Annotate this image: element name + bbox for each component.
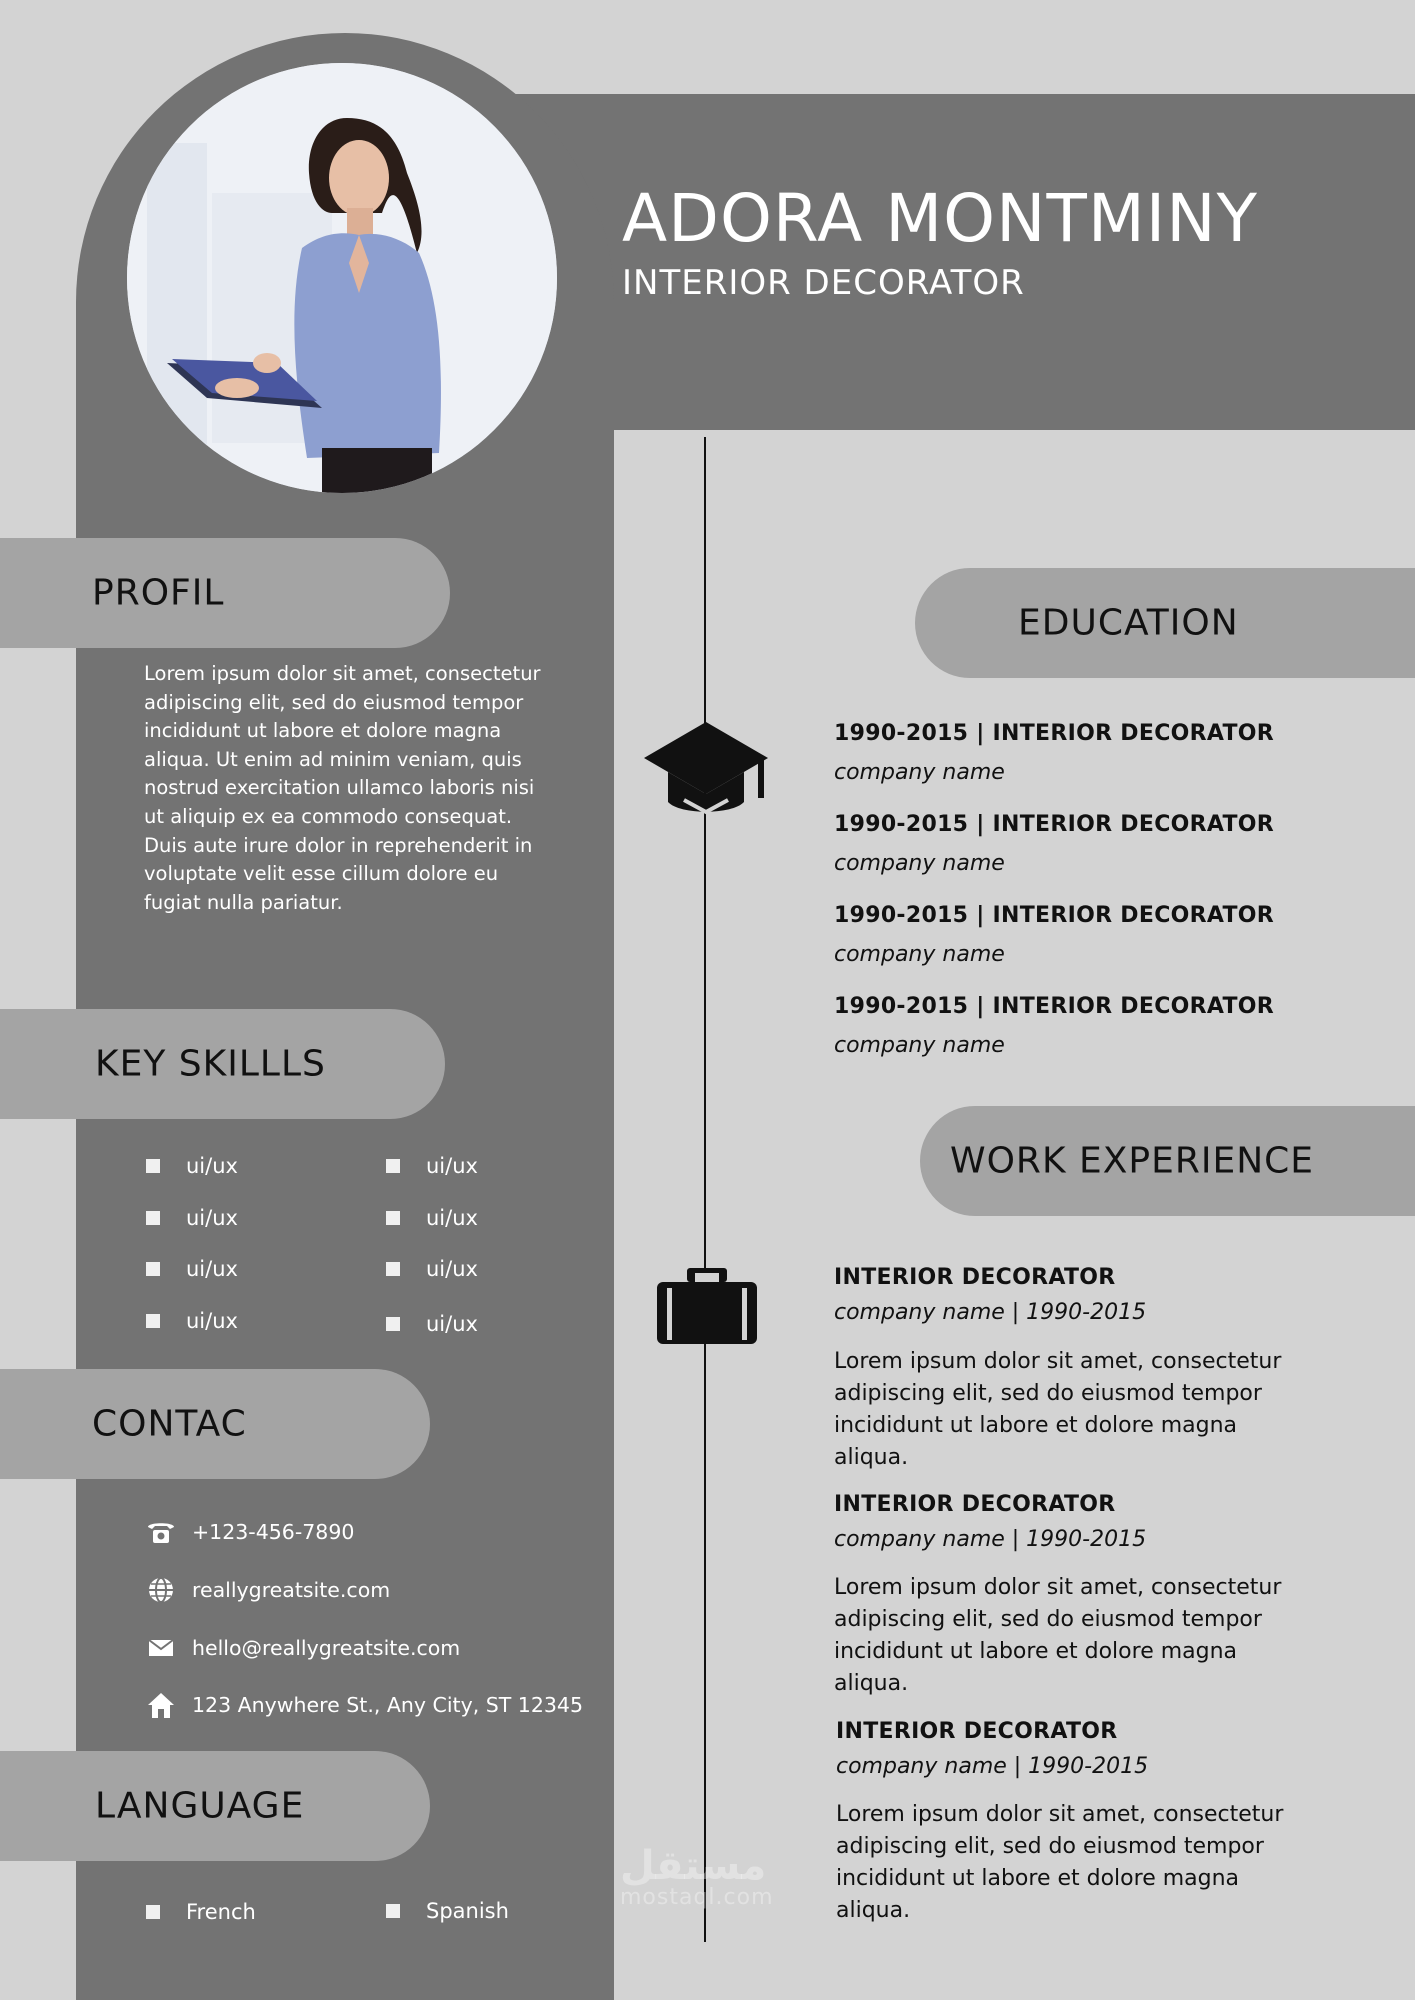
skill-item: ui/ux bbox=[386, 1257, 478, 1281]
section-title: WORK EXPERIENCE bbox=[950, 1140, 1315, 1182]
bullet-icon bbox=[146, 1262, 160, 1276]
globe-icon bbox=[146, 1575, 176, 1605]
work-title: INTERIOR DECORATOR bbox=[836, 1719, 1118, 1744]
section-header-skills bbox=[0, 1009, 445, 1119]
phone-icon bbox=[146, 1517, 176, 1547]
bullet-icon bbox=[386, 1262, 400, 1276]
timeline-line bbox=[704, 437, 706, 1942]
education-title: 1990-2015 | INTERIOR DECORATOR bbox=[834, 994, 1275, 1019]
watermark-text: mostaql.com bbox=[620, 1885, 774, 1910]
contact-phone: +123-456-7890 bbox=[146, 1517, 354, 1547]
section-header-profile bbox=[0, 538, 450, 648]
work-company: company name | 1990-2015 bbox=[834, 1527, 1147, 1552]
section-header-language bbox=[0, 1751, 430, 1861]
section-title: PROFIL bbox=[92, 572, 225, 614]
job-role: INTERIOR DECORATOR bbox=[622, 263, 1025, 303]
profile-photo bbox=[127, 63, 557, 493]
education-title: 1990-2015 | INTERIOR DECORATOR bbox=[834, 903, 1275, 928]
profile-description: Lorem ipsum dolor sit amet, consectetur adipiscing elit, sed do eiusmod tempor incididunt ut labore et dolore magna aliqua. Ut enim ad minim veniam, quis nostrud exercitation ullamco laboris nisi ut aliquip ex ea commodo consequat. Duis aute irure dolor in reprehenderit in voluptate velit esse cillum dolore eu fugiat nulla pariatur. bbox=[144, 662, 541, 914]
top-background bbox=[470, 0, 1415, 94]
education-company: company name bbox=[834, 1033, 1005, 1058]
skill-item: ui/ux bbox=[146, 1309, 238, 1333]
work-description: Lorem ipsum dolor sit amet, consectetur adipiscing elit, sed do eiusmod tempor incididunt ut labore et dolore magna aliqua. bbox=[836, 1802, 1284, 1923]
language-item: Spanish bbox=[386, 1899, 509, 1923]
contact-email[interactable]: hello@reallygreatsite.com bbox=[146, 1633, 460, 1663]
skill-item: ui/ux bbox=[386, 1206, 478, 1230]
education-company: company name bbox=[834, 851, 1005, 876]
bullet-icon bbox=[146, 1314, 160, 1328]
skill-item: ui/ux bbox=[386, 1312, 478, 1336]
work-description: Lorem ipsum dolor sit amet, consectetur adipiscing elit, sed do eiusmod tempor incididunt ut labore et dolore magna aliqua. bbox=[834, 1349, 1282, 1470]
full-name: ADORA MONTMINY bbox=[622, 180, 1258, 257]
envelope-icon bbox=[146, 1633, 176, 1663]
skill-item: ui/ux bbox=[146, 1154, 238, 1178]
section-title: EDUCATION bbox=[1018, 602, 1239, 644]
work-description: Lorem ipsum dolor sit amet, consectetur adipiscing elit, sed do eiusmod tempor incididunt ut labore et dolore magna aliqua. bbox=[834, 1575, 1282, 1696]
contact-website[interactable]: reallygreatsite.com bbox=[146, 1575, 390, 1605]
education-title: 1990-2015 | INTERIOR DECORATOR bbox=[834, 721, 1275, 746]
language-item: French bbox=[146, 1900, 256, 1924]
briefcase-icon bbox=[655, 1266, 759, 1346]
bullet-icon bbox=[146, 1905, 160, 1919]
skill-item: ui/ux bbox=[146, 1206, 238, 1230]
work-title: INTERIOR DECORATOR bbox=[834, 1265, 1116, 1290]
section-title: CONTAC bbox=[92, 1403, 247, 1445]
bullet-icon bbox=[386, 1904, 400, 1918]
watermark-logo: مستقل bbox=[620, 1843, 767, 1889]
education-title: 1990-2015 | INTERIOR DECORATOR bbox=[834, 812, 1275, 837]
bullet-icon bbox=[386, 1159, 400, 1173]
work-title: INTERIOR DECORATOR bbox=[834, 1492, 1116, 1517]
bullet-icon bbox=[386, 1317, 400, 1331]
contact-address: 123 Anywhere St., Any City, ST 12345 bbox=[146, 1690, 583, 1720]
work-company: company name | 1990-2015 bbox=[834, 1300, 1147, 1325]
section-title: LANGUAGE bbox=[95, 1785, 305, 1827]
graduation-cap-icon bbox=[640, 720, 772, 830]
section-title: KEY SKILLLS bbox=[95, 1043, 326, 1085]
education-company: company name bbox=[834, 942, 1005, 967]
home-icon bbox=[146, 1690, 176, 1720]
bullet-icon bbox=[386, 1211, 400, 1225]
skill-item: ui/ux bbox=[146, 1257, 238, 1281]
section-header-education bbox=[915, 568, 1415, 678]
skill-item: ui/ux bbox=[386, 1154, 478, 1178]
section-header-work bbox=[920, 1106, 1415, 1216]
section-header-contact bbox=[0, 1369, 430, 1479]
work-company: company name | 1990-2015 bbox=[836, 1754, 1149, 1779]
bullet-icon bbox=[146, 1159, 160, 1173]
bullet-icon bbox=[146, 1211, 160, 1225]
education-company: company name bbox=[834, 760, 1005, 785]
